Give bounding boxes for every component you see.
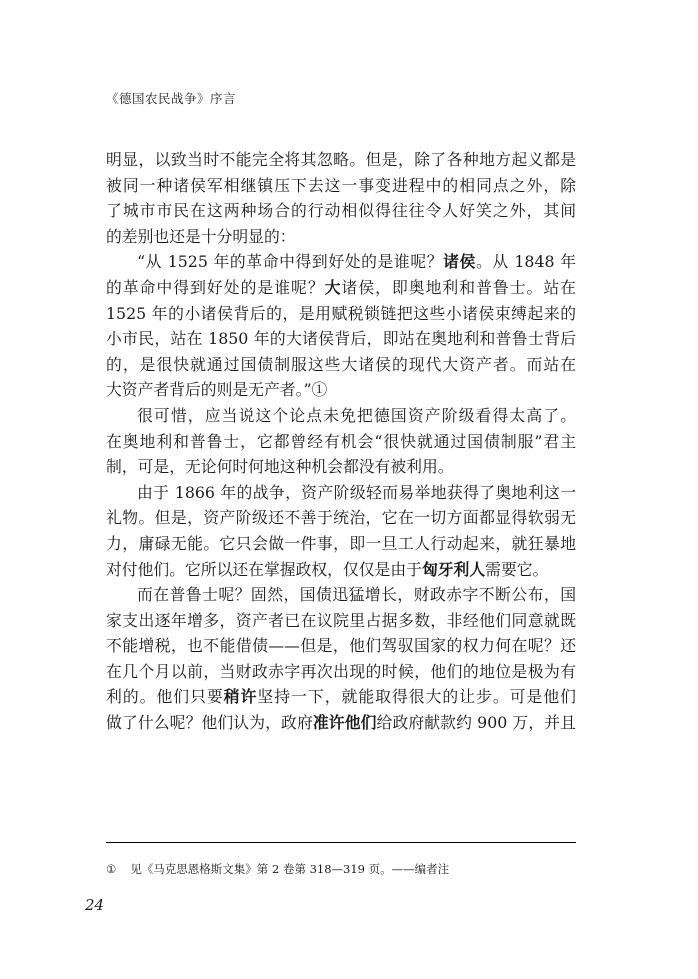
text-line: 家支出逐年增多，资产者已在议院里占据多数，非经他们同意就既 <box>106 610 576 630</box>
quote-line: 的，是很快就通过国债制服这些大诸侯的现代大资产者。而站在 <box>106 354 576 374</box>
text-line: 由于 1866 年的战争，资产阶级轻而易举地获得了奥地利这一 <box>137 482 576 502</box>
emphasis: 大 <box>324 277 342 297</box>
quote-line: 小市民，站在 1850 年的大诸侯背后，即站在奥地利和普鲁士背后 <box>106 329 576 349</box>
footnote-rule <box>106 842 576 843</box>
text-line: 而在普鲁士呢？固然，国债迅猛增长，财政赤字不断公布，国 <box>137 585 576 605</box>
footnote-text: 见《马克思恩格斯文集》第 2 卷第 318—319 页。——编者注 <box>130 862 450 876</box>
quote-line: 大资产者背后的则是无产者。”① <box>106 380 328 400</box>
emphasis: 诸侯 <box>443 252 476 272</box>
text-line: 的差别也还是十分明显的： <box>106 226 296 246</box>
running-header: 《德国农民战争》序言 <box>106 91 237 106</box>
text-line: 在几个月以前，当财政赤字再次出现的时候，他们的地位是极为有 <box>106 661 576 681</box>
body-text <box>106 147 576 736</box>
footnote-marker: ① <box>106 862 117 876</box>
text-line: 不能增税，也不能借债——但是，他们驾驭国家的权力何在呢？还 <box>106 636 576 656</box>
text-line: 对付他们。它所以还在掌握政权，仅仅是由于匈牙利人需要它。 <box>106 559 549 579</box>
text-line: 做了什么呢？他们认为，政府准许他们给政府献款约 900 万，并且 <box>106 713 576 733</box>
text-line: 制，可是，无论何时何地这种机会都没有被利用。 <box>106 457 454 477</box>
text-line: 很可惜，应当说这个论点未免把德国资产阶级看得太高了。 <box>137 405 576 425</box>
emphasis: 稍许 <box>223 687 258 707</box>
quote-line: 1525 年的小诸侯背后的，是用赋税锁链把这些小诸侯束缚起来的 <box>106 303 576 323</box>
text-line: 了城市市民在这两种场合的行动相似得往往令人好笑之外，其间 <box>106 201 576 221</box>
text-line: 明显，以致当时不能完全将其忽略。但是，除了各种地方起义都是 <box>106 150 576 169</box>
text-line: 力，庸碌无能。它只会做一件事，即一旦工人行动起来，就狂暴地 <box>106 533 576 553</box>
emphasis: 匈牙利人 <box>421 559 486 579</box>
text-line: 礼物。但是，资产阶级还不善于统治，它在一切方面都显得软弱无 <box>106 508 576 528</box>
emphasis: 准许他们 <box>312 713 377 733</box>
quote-line: 的革命中得到好处的是谁呢？大诸侯，即奥地利和普鲁士。站在 <box>106 277 576 297</box>
quote-line: “从 1525 年的革命中得到好处的是谁呢？诸侯。从 1848 年 <box>137 252 576 272</box>
text-line: 在奥地利和普鲁士，它都曾经有机会“很快就通过国债制服”君主 <box>106 431 576 451</box>
footnote <box>106 861 449 877</box>
text-line: 被同一种诸侯军相继镇压下去这一事变进程中的相同点之外，除 <box>106 175 576 195</box>
page-number: 24 <box>85 896 105 914</box>
text-line: 利的。他们只要稍许坚持一下，就能取得很大的让步。可是他们 <box>106 687 576 707</box>
